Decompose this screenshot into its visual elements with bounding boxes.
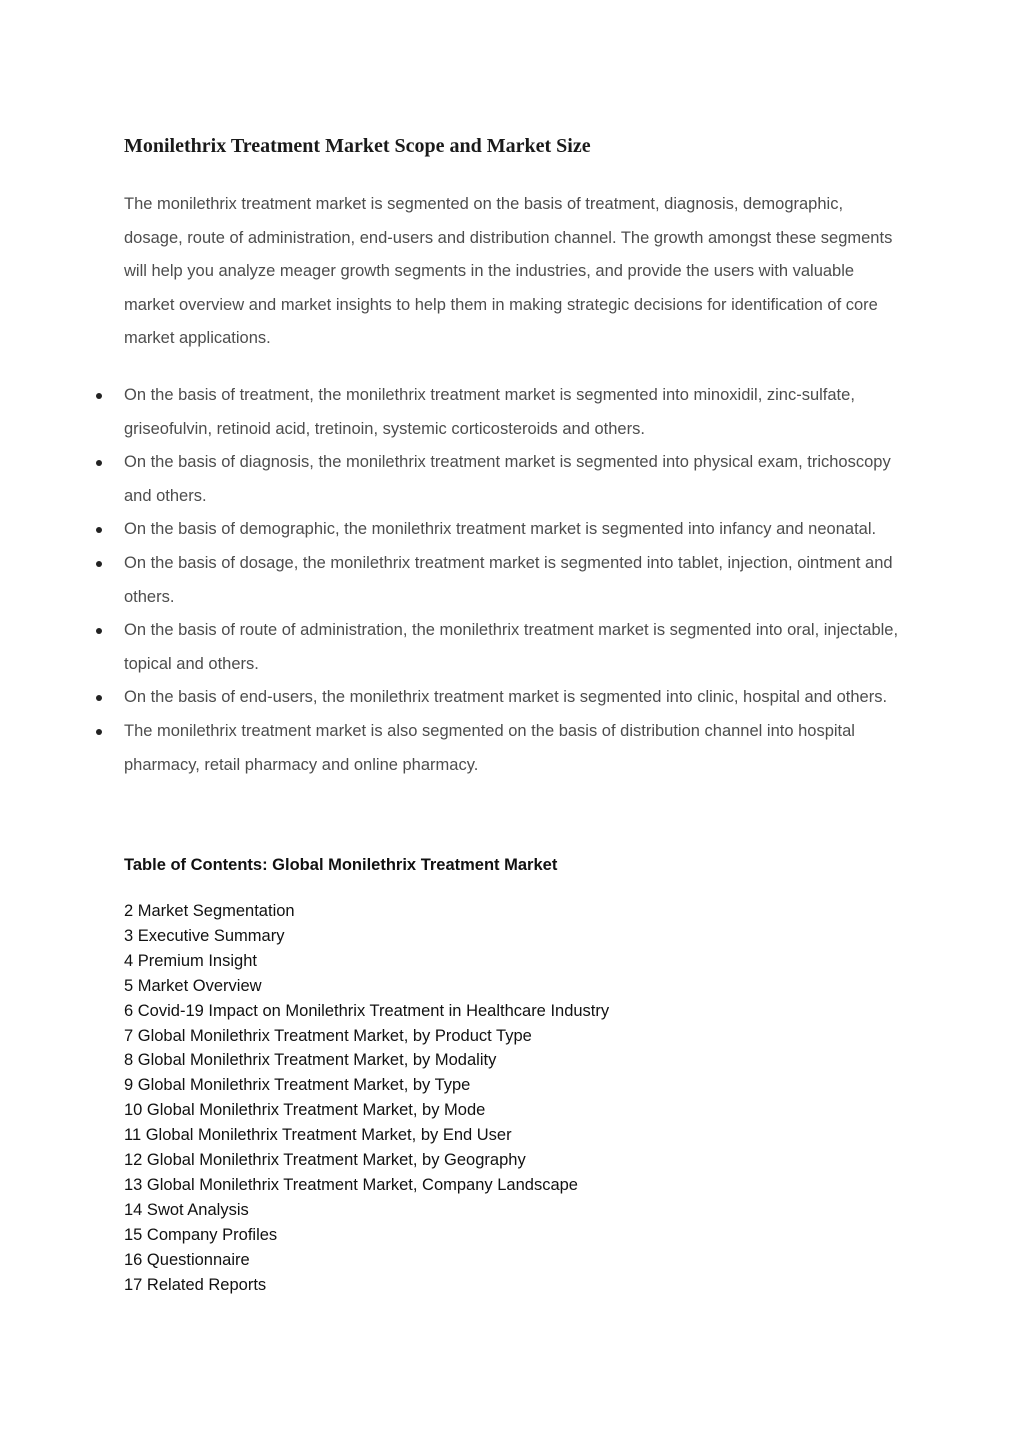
list-item (124, 715, 914, 782)
toc-item: 3 Executive Summary (124, 926, 285, 945)
toc-item: 10 Global Monilethrix Treatment Market, by Mode (124, 1101, 486, 1120)
bullet-icon (96, 628, 102, 634)
segmentation-list (124, 379, 914, 782)
list-item (124, 681, 914, 715)
intro-paragraph: The monilethrix treatment market is segmented on the basis of treatment, diagnosis, demographic, dosage, route of administration, end-users and distribution channel. The growth amongst these segments will help you analyze meager growth segments in the industries, and provide the users with valuable market overview and market insights to help them in making strategic decisions for identification of core market applications. (124, 195, 893, 348)
toc-item: 5 Market Overview (124, 976, 262, 995)
toc-item: 4 Premium Insight (124, 951, 257, 970)
list-item (124, 379, 914, 446)
bullet-icon (96, 527, 102, 533)
list-item-text: On the basis of dosage, the monilethrix treatment market is segmented into tablet, injection, ointment and others. (124, 553, 893, 606)
toc-item: 2 Market Segmentation (124, 902, 295, 920)
toc-item: 7 Global Monilethrix Treatment Market, by Product Type (124, 1026, 532, 1045)
bullet-icon (96, 561, 102, 567)
toc-item: 6 Covid-19 Impact on Monilethrix Treatment in Healthcare Industry (124, 1001, 610, 1020)
list-item-text: The monilethrix treatment market is also segmented on the basis of distribution channel into hospital pharmacy, retail pharmacy and online pharmacy. (124, 721, 855, 774)
list-item-text: On the basis of treatment, the monilethrix treatment market is segmented into minoxidil, zinc-sulfate, griseofulvin, retinoid acid, tretinoin, systemic corticosteroids and others. (124, 386, 855, 438)
toc-item: 15 Company Profiles (124, 1225, 278, 1244)
toc-heading: Table of Contents: Global Monilethrix Treatment Market (124, 856, 558, 874)
bullet-icon (96, 695, 102, 701)
toc-item: 11 Global Monilethrix Treatment Market, by End User (124, 1126, 512, 1145)
table-of-contents (124, 899, 609, 1298)
toc-item: 14 Swot Analysis (124, 1200, 249, 1219)
toc-item: 16 Questionnaire (124, 1250, 250, 1269)
list-item-text: On the basis of end-users, the monilethrix treatment market is segmented into clinic, hospital and others. (124, 688, 888, 707)
toc-item: 17 Related Reports (124, 1275, 267, 1294)
list-item-text: On the basis of diagnosis, the monilethrix treatment market is segmented into physical exam, trichoscopy and others. (124, 453, 891, 505)
toc-item: 9 Global Monilethrix Treatment Market, by Type (124, 1076, 471, 1095)
bullet-icon (96, 460, 102, 466)
list-item (124, 614, 914, 681)
bullet-icon (96, 729, 102, 735)
list-item (124, 446, 914, 513)
toc-item: 13 Global Monilethrix Treatment Market, Company Landscape (124, 1175, 578, 1194)
list-item-text: On the basis of demographic, the monilethrix treatment market is segmented into infancy and neonatal. (124, 520, 877, 539)
list-item-text: On the basis of route of administration, the monilethrix treatment market is segmented into oral, injectable, topical and others. (124, 621, 899, 673)
list-item (124, 513, 914, 547)
toc-item: 12 Global Monilethrix Treatment Market, by Geography (124, 1151, 526, 1170)
list-item (124, 547, 914, 614)
toc-item: 8 Global Monilethrix Treatment Market, by Modality (124, 1051, 497, 1070)
page-title: Monilethrix Treatment Market Scope and Market Size (124, 135, 591, 157)
bullet-icon (96, 393, 102, 399)
